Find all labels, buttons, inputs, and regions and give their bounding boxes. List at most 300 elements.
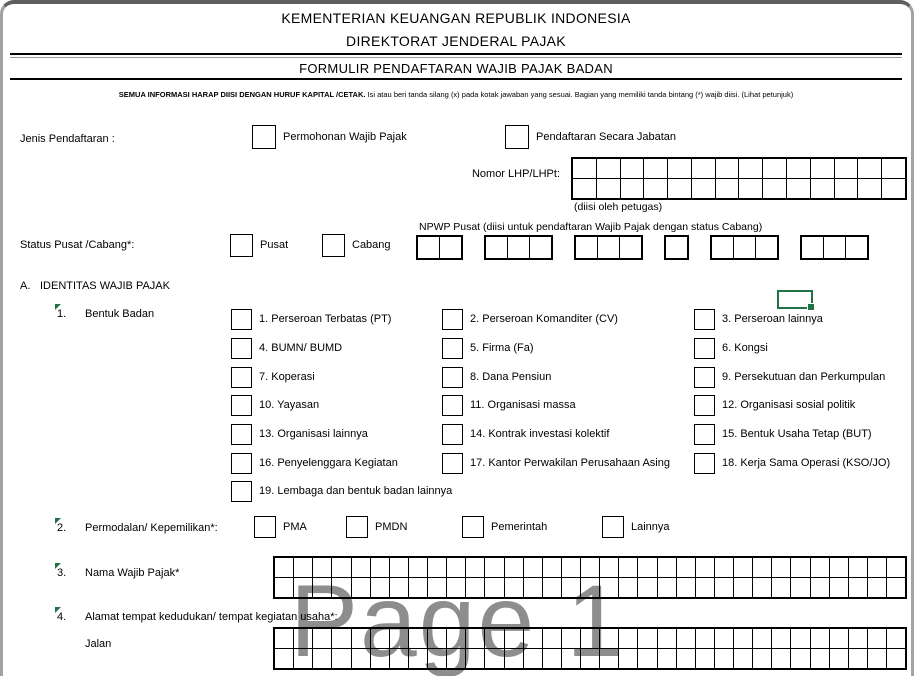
char-cell[interactable] [696,649,715,668]
option-label: 10. Yayasan [259,399,320,411]
char-cell[interactable] [409,578,428,597]
char-cell[interactable] [734,237,756,258]
npwp-cell-group [800,235,869,260]
char-cell[interactable] [409,649,428,668]
char-cell[interactable] [485,558,504,577]
checkbox[interactable] [231,395,252,416]
bentuk-badan-option [231,452,398,474]
char-cell[interactable] [677,558,696,577]
char-cell[interactable] [715,649,734,668]
checkbox[interactable] [346,516,368,538]
checkbox[interactable] [231,338,252,359]
fill-handle-icon[interactable] [807,303,815,311]
char-cell[interactable] [868,578,887,597]
char-cell[interactable] [332,649,351,668]
char-cell[interactable] [734,629,753,648]
char-cell[interactable] [811,179,835,198]
char-cell[interactable] [581,629,600,648]
char-cell[interactable] [598,237,620,258]
char-cell[interactable] [505,578,524,597]
permodalan-label: Permodalan/ Kepemilikan*: [85,522,218,534]
char-cell[interactable] [692,159,716,178]
char-cell[interactable] [447,629,466,648]
option-label: Pendaftaran Secara Jabatan [536,131,677,143]
char-cell[interactable] [543,578,562,597]
npwp-cell-group [664,235,689,260]
char-cell[interactable] [597,179,621,198]
lhp-number-label: Nomor LHP/LHPt: [471,168,560,180]
char-cell[interactable] [524,558,543,577]
char-cell[interactable] [658,649,677,668]
char-cell[interactable] [638,649,657,668]
char-cell[interactable] [332,629,351,648]
section-letter: A. [20,280,31,292]
jenis-pendaftaran-label: Jenis Pendaftaran : [20,133,115,145]
char-cell[interactable] [772,578,791,597]
char-cell[interactable] [666,237,687,258]
char-cell[interactable] [787,159,811,178]
char-cell[interactable] [562,649,581,668]
char-cell[interactable] [418,237,440,258]
char-cell[interactable] [824,237,846,258]
checkbox[interactable] [602,516,624,538]
char-cell[interactable] [600,649,619,668]
option-label: PMA [283,521,307,533]
char-cell[interactable] [371,629,390,648]
instruction-rest: Isi atau beri tanda silang (x) pada kotak jawaban yang sesuai. Bagian yang memiliki tanda bintang (*) wajib diisi. (Lihat petunjuk) [365,90,794,99]
active-cell-indicator[interactable] [777,290,813,309]
jalan-label: Jalan [85,638,112,650]
char-cell[interactable] [677,649,696,668]
option-label: 18. Kerja Sama Operasi (KSO/JO) [722,457,891,469]
option-label: PMDN [375,521,408,533]
checkbox[interactable] [442,309,463,330]
option-label: 12. Organisasi sosial politik [722,399,856,411]
char-cell[interactable] [562,578,581,597]
char-cell[interactable] [390,629,409,648]
char-cell[interactable] [830,558,849,577]
char-cell[interactable] [275,558,294,577]
char-cell[interactable] [791,629,810,648]
char-cell[interactable] [275,649,294,668]
char-cell[interactable] [644,179,668,198]
char-cell[interactable] [677,629,696,648]
char-cell[interactable] [763,159,787,178]
char-cell[interactable] [352,558,371,577]
checkbox[interactable] [252,125,276,149]
char-cell[interactable] [466,558,485,577]
divider [10,78,902,80]
char-cell[interactable] [390,649,409,668]
char-cell[interactable] [811,558,830,577]
option-label: Pusat [260,239,289,251]
option-label: 7. Koperasi [259,371,315,383]
bentuk-badan-label: Bentuk Badan [85,308,155,320]
char-cell[interactable] [466,578,485,597]
item-number: 2. [57,522,67,534]
char-cell[interactable] [508,237,530,258]
char-cell[interactable] [543,558,562,577]
char-cell[interactable] [849,629,868,648]
directorate-title: DIREKTORAT JENDERAL PAJAK [346,33,566,49]
char-cell[interactable] [887,558,905,577]
char-cell[interactable] [734,649,753,668]
char-cell[interactable] [409,629,428,648]
checkbox[interactable] [231,424,252,445]
char-cell[interactable] [505,558,524,577]
checkbox[interactable] [442,367,463,388]
char-cell[interactable] [275,578,294,597]
char-cell[interactable] [715,578,734,597]
char-cell[interactable] [447,578,466,597]
char-cell[interactable] [858,159,882,178]
checkbox[interactable] [505,125,529,149]
option-label: 16. Penyelenggara Kegiatan [259,457,398,469]
char-cell[interactable] [830,578,849,597]
bentuk-badan-option [442,308,618,330]
npwp-cell-group [574,235,643,260]
option-label: Pemerintah [491,521,548,533]
char-cell[interactable] [447,649,466,668]
char-cell[interactable] [581,649,600,668]
checkbox[interactable] [694,395,715,416]
char-cell[interactable] [600,629,619,648]
char-cell[interactable] [440,237,461,258]
char-cell[interactable] [791,558,810,577]
char-cell[interactable] [658,578,677,597]
char-cell[interactable] [753,649,772,668]
char-cell[interactable] [763,179,787,198]
char-grid-row [275,578,905,597]
char-cell[interactable] [543,649,562,668]
alamat-label: Alamat tempat kedudukan/ tempat kegiatan usaha*: [85,611,338,623]
option-label: 8. Dana Pensiun [470,371,552,383]
char-cell[interactable] [638,578,657,597]
char-cell[interactable] [524,578,543,597]
char-cell[interactable] [753,558,772,577]
char-cell[interactable] [390,578,409,597]
char-cell[interactable] [428,578,447,597]
char-cell[interactable] [791,649,810,668]
char-cell[interactable] [849,578,868,597]
char-cell[interactable] [692,179,716,198]
option-label: 13. Organisasi lainnya [259,428,368,440]
option-label: 15. Bentuk Usaha Tetap (BUT) [722,428,872,440]
divider [10,57,902,58]
char-cell[interactable] [313,629,332,648]
checkbox[interactable] [231,367,252,388]
char-cell[interactable] [621,159,645,178]
char-cell[interactable] [739,179,763,198]
char-cell[interactable] [597,159,621,178]
bentuk-badan-option [694,452,890,474]
char-grid-row [573,159,905,179]
char-cell[interactable] [868,629,887,648]
checkbox[interactable] [322,234,345,257]
divider [10,53,902,55]
char-cell[interactable] [658,558,677,577]
option-label: 3. Perseroan lainnya [722,313,823,325]
char-cell[interactable] [530,237,551,258]
char-cell[interactable] [332,578,351,597]
char-cell[interactable] [887,578,905,597]
char-cell[interactable] [638,629,657,648]
option-label: 14. Kontrak investasi kolektif [470,428,610,440]
checkbox[interactable] [694,309,715,330]
option-label: Cabang [352,239,391,251]
char-cell[interactable] [868,558,887,577]
char-cell[interactable] [696,578,715,597]
bentuk-badan-option [694,394,855,416]
option-cabang [322,234,391,256]
char-cell[interactable] [858,179,882,198]
char-cell[interactable] [313,649,332,668]
char-cell[interactable] [313,558,332,577]
option-label: 17. Kantor Perwakilan Perusahaan Asing [470,457,670,469]
bentuk-badan-option [442,452,670,474]
item-number: 3. [57,567,67,579]
char-cell[interactable] [619,649,638,668]
char-cell[interactable] [887,649,905,668]
char-cell[interactable] [734,578,753,597]
checkbox[interactable] [694,338,715,359]
char-cell[interactable] [619,629,638,648]
char-cell[interactable] [505,649,524,668]
char-cell[interactable] [573,159,597,178]
option-lainnya [602,516,670,538]
option-permohonan [252,126,407,148]
char-cell[interactable] [791,578,810,597]
char-cell[interactable] [371,578,390,597]
option-pusat [230,234,288,256]
nama-wajib-pajak-grid [273,556,907,599]
option-label: 2. Perseroan Komanditer (CV) [470,313,618,325]
char-cell[interactable] [466,649,485,668]
char-cell[interactable] [734,558,753,577]
char-cell[interactable] [887,629,905,648]
char-cell[interactable] [787,179,811,198]
char-cell[interactable] [811,578,830,597]
option-label: 9. Persekutuan dan Perkumpulan [722,371,886,383]
char-cell[interactable] [332,558,351,577]
bentuk-badan-option [231,394,319,416]
bentuk-badan-option [231,337,342,359]
checkbox[interactable] [230,234,253,257]
char-cell[interactable] [485,629,504,648]
char-cell[interactable] [619,558,638,577]
char-cell[interactable] [428,629,447,648]
lhp-number-grid [571,157,907,200]
page-number-watermark: Page 1 [290,564,626,676]
npwp-cell-group [484,235,553,260]
char-cell[interactable] [352,629,371,648]
char-grid-row [275,558,905,578]
char-cell[interactable] [811,629,830,648]
form-title: FORMULIR PENDAFTARAN WAJIB PAJAK BADAN [299,61,613,76]
npwp-cell-group [416,235,463,260]
char-cell[interactable] [562,629,581,648]
char-cell[interactable] [466,629,485,648]
checkbox[interactable] [442,453,463,474]
option-label: 6. Kongsi [722,342,768,354]
char-cell[interactable] [275,629,294,648]
char-cell[interactable] [846,237,867,258]
checkbox[interactable] [231,481,252,502]
char-cell[interactable] [868,649,887,668]
checkbox[interactable] [694,367,715,388]
char-cell[interactable] [600,578,619,597]
checkbox[interactable] [231,453,252,474]
char-cell[interactable] [772,558,791,577]
char-cell[interactable] [696,558,715,577]
bentuk-badan-option [694,337,768,359]
char-cell[interactable] [668,159,692,178]
char-cell[interactable] [835,179,859,198]
char-cell[interactable] [581,558,600,577]
option-label: 4. BUMN/ BUMD [259,342,343,354]
char-cell[interactable] [390,558,409,577]
ministry-title: KEMENTERIAN KEUANGAN REPUBLIK INDONESIA [281,10,631,26]
char-cell[interactable] [428,649,447,668]
char-cell[interactable] [668,179,692,198]
option-label: 11. Organisasi massa [470,399,576,411]
checkbox[interactable] [254,516,276,538]
option-label: Lainnya [631,521,670,533]
char-cell[interactable] [505,629,524,648]
char-cell[interactable] [294,629,313,648]
instruction-bold: SEMUA INFORMASI HARAP DIISI DENGAN HURUF KAPITAL /CETAK. [118,90,366,99]
char-cell[interactable] [573,179,597,198]
char-cell[interactable] [756,237,777,258]
char-cell[interactable] [715,629,734,648]
checkbox[interactable] [231,309,252,330]
char-cell[interactable] [576,237,598,258]
char-cell[interactable] [811,649,830,668]
char-cell[interactable] [562,558,581,577]
item-number: 1. [57,308,67,320]
char-cell[interactable] [352,649,371,668]
bentuk-badan-option [442,366,551,388]
char-cell[interactable] [753,629,772,648]
char-cell[interactable] [294,578,313,597]
char-cell[interactable] [882,179,905,198]
checkbox[interactable] [462,516,484,538]
bentuk-badan-option [694,366,885,388]
char-grid-row [573,179,905,198]
item-number: 4. [57,611,67,623]
bentuk-badan-option [442,337,534,359]
char-cell[interactable] [882,159,905,178]
char-cell[interactable] [830,629,849,648]
char-cell[interactable] [644,159,668,178]
char-cell[interactable] [811,159,835,178]
char-cell[interactable] [696,629,715,648]
npwp-pusat-label: NPWP Pusat (diisi untuk pendaftaran Wajib Pajak dengan status Cabang) [419,221,763,233]
char-cell[interactable] [802,237,824,258]
option-pendaftaran-jabatan [505,126,676,148]
char-cell[interactable] [849,558,868,577]
char-cell[interactable] [524,629,543,648]
char-cell[interactable] [524,649,543,668]
option-label: 1. Perseroan Terbatas (PT) [259,313,392,325]
char-cell[interactable] [447,558,466,577]
nama-wajib-pajak-label: Nama Wajib Pajak* [85,567,180,579]
bentuk-badan-option [694,423,872,445]
npwp-digit-groups [416,235,869,260]
checkbox[interactable] [694,424,715,445]
char-cell[interactable] [485,649,504,668]
checkbox[interactable] [694,453,715,474]
checkbox[interactable] [442,338,463,359]
char-cell[interactable] [486,237,508,258]
option-pemerintah [462,516,547,538]
char-cell[interactable] [772,629,791,648]
char-cell[interactable] [371,649,390,668]
option-pma [254,516,307,538]
bentuk-badan-option [442,394,576,416]
char-cell[interactable] [715,558,734,577]
char-cell[interactable] [352,578,371,597]
char-cell[interactable] [620,237,641,258]
char-cell[interactable] [835,159,859,178]
char-cell[interactable] [428,558,447,577]
bentuk-badan-options [231,308,914,503]
bentuk-badan-option [231,366,315,388]
char-cell[interactable] [716,179,740,198]
bentuk-badan-option [231,423,368,445]
char-cell[interactable] [830,649,849,668]
char-cell[interactable] [621,179,645,198]
status-label: Status Pusat /Cabang*: [20,239,135,251]
char-cell[interactable] [485,578,504,597]
char-cell[interactable] [772,649,791,668]
char-cell[interactable] [371,558,390,577]
option-pmdn [346,516,407,538]
char-cell[interactable] [712,237,734,258]
char-cell[interactable] [543,629,562,648]
option-label: 19. Lembaga dan bentuk badan lainnya [259,485,453,497]
char-cell[interactable] [409,558,428,577]
section-title: IDENTITAS WAJIB PAJAK [40,280,170,292]
char-cell[interactable] [581,578,600,597]
option-label: 5. Firma (Fa) [470,342,534,354]
char-cell[interactable] [294,558,313,577]
jalan-grid [273,627,907,670]
char-cell[interactable] [619,578,638,597]
char-cell[interactable] [753,578,772,597]
char-cell[interactable] [600,558,619,577]
char-cell[interactable] [849,649,868,668]
char-cell[interactable] [739,159,763,178]
bentuk-badan-option [694,308,823,330]
npwp-cell-group [710,235,779,260]
char-grid-row [275,649,905,668]
char-cell[interactable] [313,578,332,597]
char-cell[interactable] [716,159,740,178]
checkbox[interactable] [442,424,463,445]
char-cell[interactable] [658,629,677,648]
char-grid-row [275,629,905,649]
form-instruction [12,90,900,99]
option-label: Permohonan Wajib Pajak [283,131,407,143]
checkbox[interactable] [442,395,463,416]
char-cell[interactable] [638,558,657,577]
bentuk-badan-option [231,480,452,502]
bentuk-badan-option [442,423,609,445]
lhp-note: (diisi oleh petugas) [574,201,663,213]
char-cell[interactable] [677,578,696,597]
char-cell[interactable] [294,649,313,668]
